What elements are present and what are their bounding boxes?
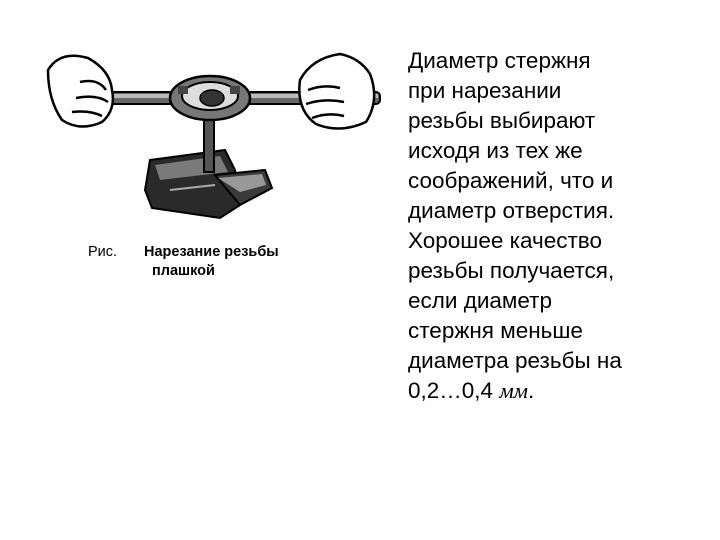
- paragraph-line: резьбы выбирают: [408, 108, 596, 133]
- paragraph-line: резьбы получается,: [408, 258, 615, 283]
- unit-mm: мм: [499, 378, 529, 403]
- paragraph-line: диаметр отверстия.: [408, 198, 615, 223]
- sentence-end: .: [528, 378, 535, 403]
- caption-title-line2: плашкой: [152, 263, 215, 279]
- paragraph-line: соображений, что и: [408, 168, 614, 193]
- paragraph-line: диаметра резьбы на: [408, 348, 622, 373]
- left-hand: [48, 56, 113, 127]
- figure-caption: [88, 243, 348, 281]
- main-paragraph: [408, 46, 708, 406]
- paragraph-line: Хорошее качество: [408, 228, 602, 253]
- paragraph-line: при нарезании: [408, 78, 562, 103]
- caption-prefix: Рис.: [88, 244, 118, 260]
- paragraph-line: стержня меньше: [408, 318, 583, 343]
- right-hand: [299, 54, 374, 129]
- paragraph-line: если диаметр: [408, 288, 552, 313]
- tolerance-value: 0,2…0,4: [408, 378, 494, 403]
- caption-title-line1: Нарезание резьбы: [144, 244, 279, 260]
- die-threading-illustration: [40, 40, 390, 240]
- paragraph-line: Диаметр стержня: [408, 48, 591, 73]
- paragraph-line: исходя из тех же: [408, 138, 583, 163]
- paragraph-last-line: [408, 376, 708, 406]
